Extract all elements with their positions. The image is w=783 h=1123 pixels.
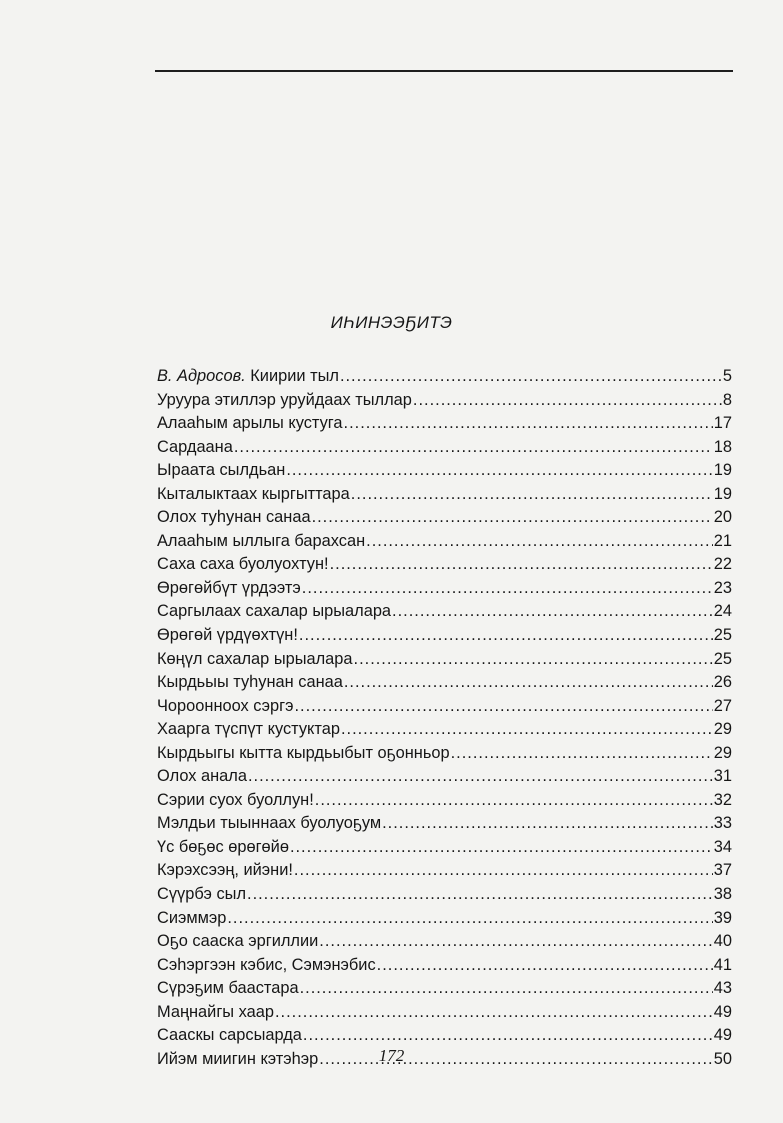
dot-leader bbox=[299, 624, 713, 647]
toc-entry-page: 39 bbox=[713, 908, 732, 927]
toc-entry bbox=[157, 765, 732, 789]
dot-leader bbox=[303, 1024, 713, 1047]
toc-entry-title bbox=[157, 883, 246, 906]
toc-entry-title bbox=[157, 742, 450, 765]
toc-entry-author: В. Адросов. bbox=[157, 367, 246, 385]
toc-entry-title bbox=[157, 671, 343, 694]
dot-leader bbox=[330, 553, 713, 576]
toc-entry-page: 38 bbox=[713, 885, 732, 904]
toc-entry bbox=[157, 553, 732, 577]
dot-leader bbox=[234, 436, 713, 459]
toc-entry bbox=[157, 483, 732, 507]
toc-entry bbox=[157, 436, 732, 460]
page-number: 172 bbox=[378, 1046, 405, 1065]
toc-entry-page: 20 bbox=[713, 508, 732, 527]
toc-entry-page: 18 bbox=[713, 437, 732, 456]
dot-leader bbox=[366, 530, 713, 553]
toc-entry bbox=[157, 883, 732, 907]
toc-entry-title-text: Алааһым арылы кустуга bbox=[157, 414, 343, 433]
toc-entry-title-text: Сааскы сарсыарда bbox=[157, 1026, 302, 1045]
toc-entry-title bbox=[157, 1024, 302, 1047]
toc-entry-page: 22 bbox=[713, 555, 732, 574]
toc-entry-title bbox=[157, 812, 381, 835]
toc-entry-page: 23 bbox=[713, 578, 732, 597]
toc-entry bbox=[157, 1024, 732, 1048]
dot-leader bbox=[341, 718, 713, 741]
dot-leader bbox=[275, 1001, 713, 1024]
toc-entry bbox=[157, 648, 732, 672]
dot-leader bbox=[319, 930, 712, 953]
toc-entry-title bbox=[157, 483, 350, 506]
toc-entry-title-text: Кыталыктаах кыргыттара bbox=[157, 484, 350, 503]
toc-entry-page: 24 bbox=[713, 602, 732, 621]
toc-entry-title bbox=[157, 389, 412, 412]
toc-entry-title-text: Саха саха буолуохтун! bbox=[157, 555, 329, 574]
toc-entry-title bbox=[157, 789, 314, 812]
dot-leader bbox=[351, 483, 713, 506]
toc-entry bbox=[157, 789, 732, 813]
toc-entry bbox=[157, 695, 732, 719]
toc-entry-title bbox=[157, 765, 247, 788]
header-rule bbox=[155, 70, 733, 72]
dot-leader bbox=[451, 742, 713, 765]
toc-entry-title bbox=[157, 600, 391, 623]
toc-entry bbox=[157, 907, 732, 931]
dot-leader bbox=[382, 812, 713, 835]
toc-entry-title bbox=[157, 859, 293, 882]
toc-entry bbox=[157, 389, 732, 413]
toc-entry-title bbox=[157, 436, 233, 459]
toc-entry-title bbox=[157, 836, 289, 859]
toc-entry-title-text: Сүүрбэ сыл bbox=[157, 885, 247, 904]
toc-entry-title bbox=[157, 954, 376, 977]
toc-entry-title bbox=[157, 648, 353, 671]
dot-leader bbox=[315, 789, 713, 812]
toc-entry-title-text: Кэрэхсээң, ийэни! bbox=[157, 861, 293, 880]
toc-entry bbox=[157, 624, 732, 648]
toc-entry-page: 5 bbox=[722, 367, 732, 385]
toc-entry bbox=[157, 671, 732, 695]
toc-entry-page: 49 bbox=[713, 1026, 732, 1045]
toc-entry-page: 33 bbox=[713, 814, 732, 833]
toc-entry-page: 32 bbox=[713, 790, 732, 809]
toc-entry-title-text: Үс бөҕөс өрөгөйө bbox=[157, 837, 289, 856]
dot-leader bbox=[344, 671, 713, 694]
toc-entry bbox=[157, 836, 732, 860]
toc-entry-title bbox=[157, 530, 365, 553]
toc-entry bbox=[157, 930, 732, 954]
contents-heading: ИҺИНЭЭҔИТЭ bbox=[330, 313, 453, 332]
dot-leader bbox=[377, 954, 713, 977]
toc-entry-title-text: Алааһым ыллыга барахсан bbox=[157, 531, 366, 550]
toc-entry-title bbox=[157, 577, 301, 600]
toc-entry-title-text: Сиэммэр bbox=[157, 908, 227, 927]
toc-entry-page: 26 bbox=[713, 673, 732, 692]
toc-entry-title bbox=[157, 365, 339, 388]
dot-leader bbox=[290, 836, 713, 859]
toc-entry bbox=[157, 412, 732, 436]
dot-leader bbox=[294, 859, 713, 882]
toc-entry-title bbox=[157, 907, 226, 930]
toc-entry-title-text: Сэрии суох буоллун! bbox=[157, 790, 314, 809]
toc-entry-page: 29 bbox=[713, 743, 732, 762]
toc-entry bbox=[157, 977, 732, 1001]
toc-entry bbox=[157, 859, 732, 883]
toc-entry-title-text: Кырдьыгы кытта кырдьыбыт оҕонньор bbox=[157, 743, 450, 762]
dot-leader bbox=[302, 577, 713, 600]
toc-entry-page: 25 bbox=[713, 626, 732, 645]
toc-entry-title-text: Сэһэргээн кэбис, Сэмэнэбис bbox=[157, 955, 376, 974]
toc-entry bbox=[157, 742, 732, 766]
toc-entry-title-text: Чороонноох сэргэ bbox=[157, 696, 294, 715]
toc-entry-title bbox=[157, 718, 340, 741]
toc-entry-title-text: Сардаана bbox=[157, 437, 233, 456]
toc-entry-page: 19 bbox=[713, 484, 732, 503]
toc-entry bbox=[157, 459, 732, 483]
toc-entry-title-text: Көңүл сахалар ырыалара bbox=[157, 649, 353, 668]
toc-entry-title-text: Оҕо сааска эргиллии bbox=[157, 932, 319, 951]
toc-entry-title-text: Өрөгөйбүт үрдээтэ bbox=[157, 578, 301, 597]
toc-entry-title bbox=[157, 412, 343, 435]
dot-leader bbox=[295, 695, 713, 718]
dot-leader bbox=[354, 648, 713, 671]
toc-entry-title bbox=[157, 977, 299, 1000]
toc-entry-title bbox=[157, 624, 298, 647]
toc-entry-page: 8 bbox=[722, 390, 732, 409]
toc-entry-page: 41 bbox=[713, 955, 732, 974]
toc-entry-title-text: Сүрэҕим баастара bbox=[157, 979, 299, 998]
dot-leader bbox=[248, 765, 713, 788]
toc-entry-title bbox=[157, 553, 329, 576]
toc-entry bbox=[157, 530, 732, 554]
toc-entry-title-text: Уруура этиллэр уруйдаах тыллар bbox=[157, 390, 412, 409]
toc-entry-page: 37 bbox=[713, 861, 732, 880]
dot-leader bbox=[247, 883, 713, 906]
toc-entry bbox=[157, 600, 732, 624]
toc-entry-title-text: Хаарга түспүт кустуктар bbox=[157, 720, 340, 739]
toc-entry-title-text: Маңнайгы хаар bbox=[157, 1002, 274, 1021]
toc-entry bbox=[157, 577, 732, 601]
toc-entry bbox=[157, 1001, 732, 1025]
dot-leader bbox=[300, 977, 713, 1000]
toc-entry-title-text: Киирии тыл bbox=[250, 367, 339, 385]
dot-leader bbox=[392, 600, 713, 623]
toc-entry-title-text: Өрөгөй үрдүөхтүн! bbox=[157, 626, 298, 645]
toc-entry-title bbox=[157, 1001, 274, 1024]
dot-leader bbox=[312, 506, 713, 529]
toc-entry bbox=[157, 954, 732, 978]
toc-entry bbox=[157, 365, 732, 389]
toc-entry-page: 43 bbox=[713, 979, 732, 998]
toc-entry-title-text: Олох анала bbox=[157, 767, 247, 786]
toc-entry-page: 29 bbox=[713, 720, 732, 739]
dot-leader bbox=[344, 412, 713, 435]
toc-entry bbox=[157, 506, 732, 530]
toc-entry-title-text: Мэлдьи тыыннаах буолуоҕум bbox=[157, 814, 382, 833]
toc-entry-page: 50 bbox=[713, 1049, 732, 1068]
toc-entry-page: 49 bbox=[713, 1002, 732, 1021]
toc-entry-title-text: Кырдьыы туһунан санаа bbox=[157, 673, 343, 692]
dot-leader bbox=[340, 365, 722, 388]
toc-entry bbox=[157, 812, 732, 836]
toc-entry-title-text: Ийэм миигин кэтэһэр bbox=[157, 1049, 319, 1068]
dot-leader bbox=[413, 389, 722, 412]
toc-entry-page: 21 bbox=[713, 531, 732, 550]
dot-leader bbox=[286, 459, 712, 482]
toc-entry-title-text: Саргылаах сахалар ырыалара bbox=[157, 602, 392, 621]
toc-entry-title bbox=[157, 695, 294, 718]
toc-entry-page: 31 bbox=[713, 767, 732, 786]
toc-entry-page: 40 bbox=[713, 932, 732, 951]
toc-entry-title-text: Ыраата сылдьан bbox=[157, 461, 286, 480]
toc-entry-page: 25 bbox=[713, 649, 732, 668]
toc-entry-page: 27 bbox=[713, 696, 732, 715]
table-of-contents bbox=[157, 365, 732, 1071]
toc-entry-page: 34 bbox=[713, 837, 732, 856]
toc-entry-title-text: Олох туһунан санаа bbox=[157, 508, 311, 527]
toc-entry bbox=[157, 718, 732, 742]
toc-entry-title bbox=[157, 930, 318, 953]
toc-entry-page: 17 bbox=[713, 414, 732, 433]
toc-entry-title bbox=[157, 459, 285, 482]
toc-entry-page: 19 bbox=[713, 461, 732, 480]
toc-entry-title bbox=[157, 506, 311, 529]
dot-leader bbox=[227, 907, 712, 930]
